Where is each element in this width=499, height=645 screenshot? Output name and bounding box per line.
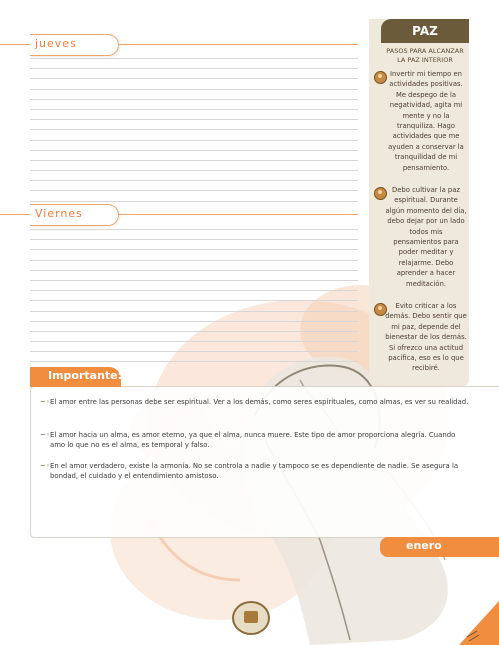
importante-item-1: ~◦El amor entre las personas debe ser espiritual. Ver a los demás, como seres espirituales, como almas, es ver su realidad. xyxy=(40,398,469,406)
importante-item-2: ~◦El amor hacia un alma, es amor eterno, ya que el alma, nunca muere. Este tipo de amor proporciona alegría. Cuando amo lo que no es el alma, es temporal y falso. xyxy=(40,431,456,449)
month-tab xyxy=(380,537,499,557)
tilde-bullet-icon: ~◦ xyxy=(40,398,50,406)
jueves-label: jueves xyxy=(35,37,77,50)
viernes-label: Viernes xyxy=(35,207,83,220)
viernes-rule-right xyxy=(118,214,358,215)
viernes-writing-lines[interactable] xyxy=(30,229,358,372)
paz-title: PAZ xyxy=(412,24,438,38)
month-label: enero xyxy=(406,539,442,552)
paz-step-2: Debo cultivar la paz espiritual. Durante algún momento del día, debo dejar por un lado todos mis pensamientos para poder meditar y relajarme. Debo aprender a hacer meditación. xyxy=(385,186,467,288)
paz-subtitle: PASOS PARA ALCANZAR LA PAZ INTERIOR xyxy=(386,47,464,64)
viernes-tab xyxy=(30,204,119,226)
tilde-bullet-icon: ~◦ xyxy=(40,462,50,470)
jueves-rule-right xyxy=(118,44,358,45)
paz-step-3: Evito criticar a los demás. Debo sentir que mi paz, depende del bienestar de los demás. Si ofrezco una actitud pacífica, eso es lo que recibiré. xyxy=(385,302,467,373)
jueves-tab xyxy=(30,34,119,56)
importante-label: Importante: xyxy=(48,369,123,382)
tilde-bullet-icon: ~◦ xyxy=(40,431,50,439)
paz-sidebar-header xyxy=(381,19,469,43)
page-corner-icon xyxy=(459,601,499,645)
viernes-rule-left xyxy=(0,214,30,215)
paz-step-1: Invertir mi tiempo en actividades positivas. Me despego de la negatividad, agita mi mente y no la tranquiliza. Hago actividades que me ayuden a conservar la tranquilidad de mi pensamiento. xyxy=(388,70,464,172)
jueves-writing-lines[interactable] xyxy=(30,58,358,211)
importante-item-3: ~◦En el amor verdadero, existe la armonía. No se controla a nadie y tampoco se es dependiente de nadie. Se asegura la bondad, el cuidado y el entendimiento amistoso. xyxy=(40,462,459,480)
importante-tab xyxy=(30,367,121,387)
jueves-rule-left xyxy=(0,44,30,45)
emblem-logo-icon xyxy=(232,601,270,635)
